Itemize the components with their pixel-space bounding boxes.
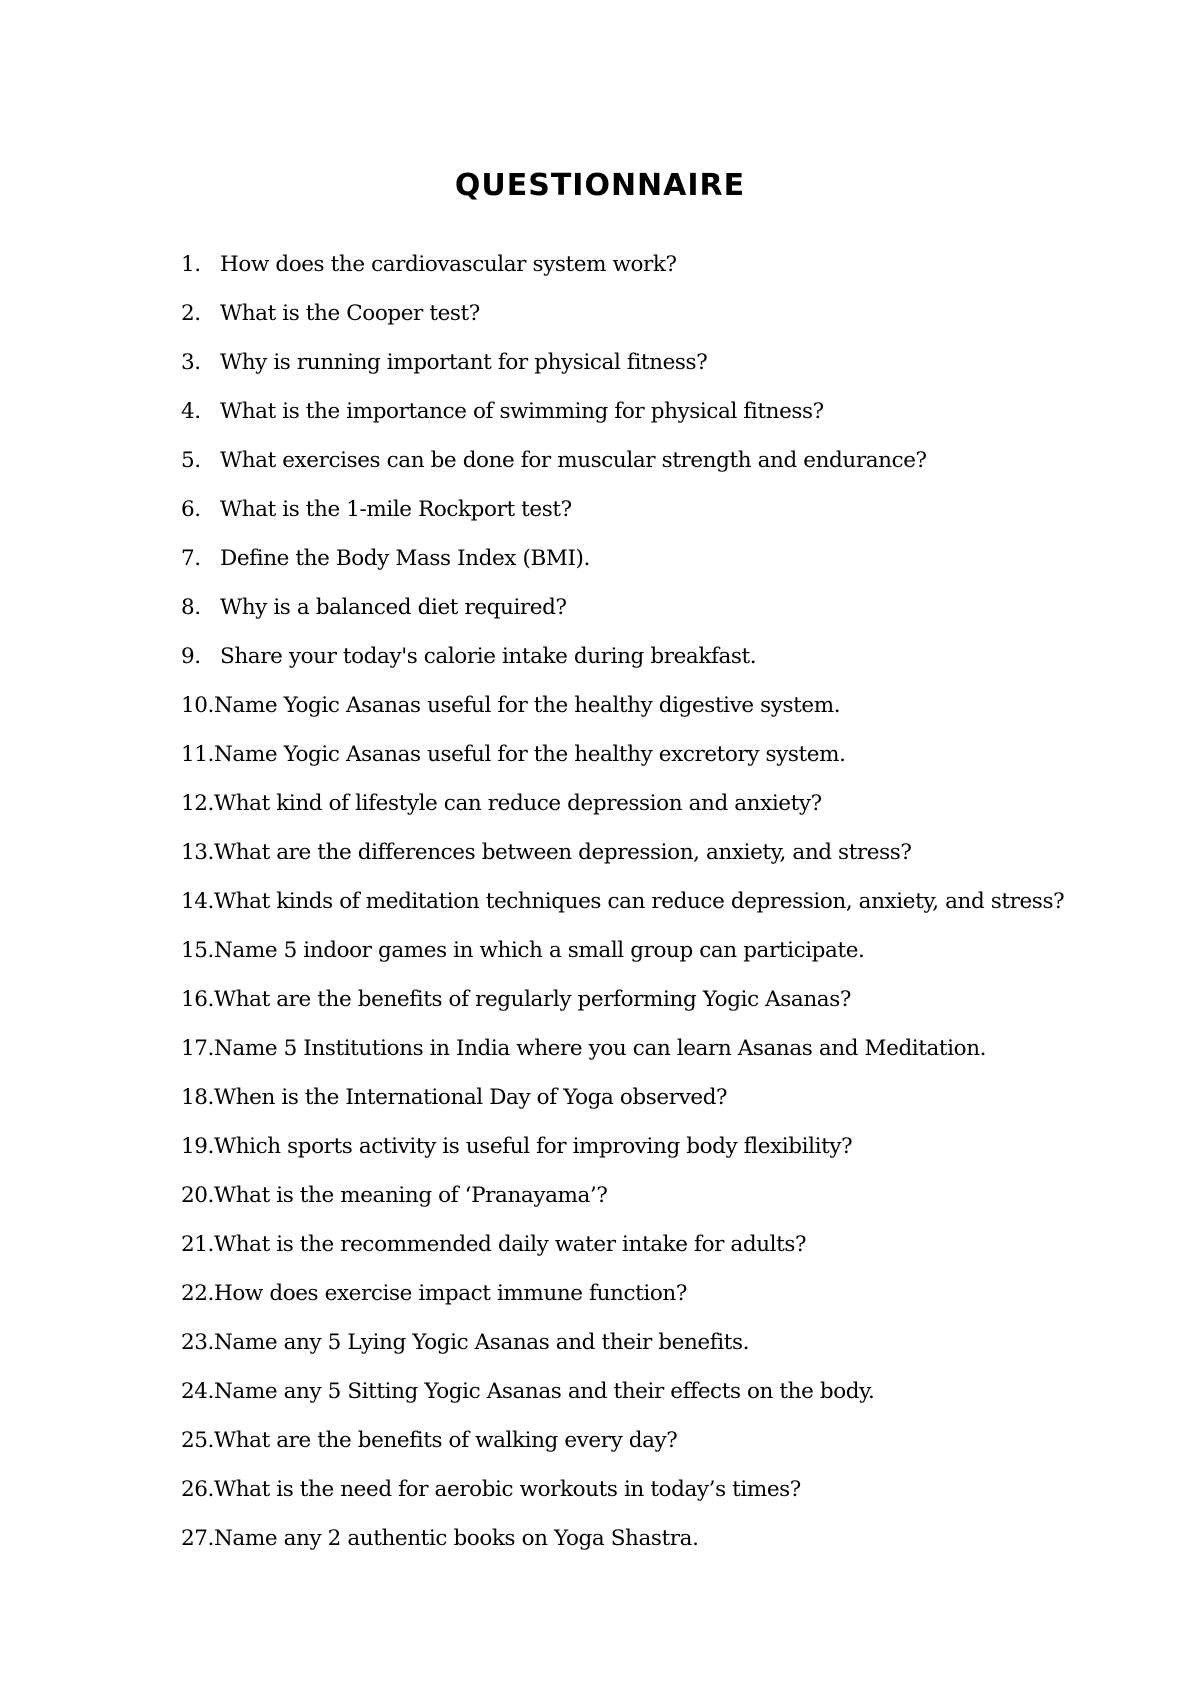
question-text: Which sports activity is useful for improving body flexibility?	[214, 1134, 853, 1159]
question-number: 1.	[181, 252, 201, 277]
question-number: 8.	[181, 595, 201, 620]
question-text: What kinds of meditation techniques can reduce depression, anxiety, and stress?	[214, 889, 1065, 914]
question-number: 27.	[181, 1526, 214, 1551]
question-text: When is the International Day of Yoga observed?	[214, 1085, 728, 1110]
question-item	[181, 691, 1181, 740]
question-number: 11.	[181, 742, 214, 767]
question-text: Why is a balanced diet required?	[220, 595, 567, 620]
question-number: 25.	[181, 1428, 214, 1453]
question-text: Name any 5 Lying Yogic Asanas and their benefits.	[214, 1330, 750, 1355]
question-list	[181, 250, 1181, 1573]
question-item	[181, 1328, 1181, 1377]
question-item	[181, 1181, 1181, 1230]
question-number: 22.	[181, 1281, 214, 1306]
question-text: Share your today's calorie intake during breakfast.	[220, 644, 757, 669]
question-text: Name 5 indoor games in which a small group can participate.	[214, 938, 865, 963]
question-number: 2.	[181, 301, 201, 326]
question-item	[181, 544, 1181, 593]
page-title: QUESTIONNAIRE	[454, 168, 746, 203]
question-number: 26.	[181, 1477, 214, 1502]
question-number: 4.	[181, 399, 201, 424]
question-item	[181, 936, 1181, 985]
question-item	[181, 789, 1181, 838]
question-text: What exercises can be done for muscular strength and endurance?	[220, 448, 927, 473]
question-item	[181, 593, 1181, 642]
question-text: Why is running important for physical fitness?	[220, 350, 708, 375]
question-text: What is the 1-mile Rockport test?	[220, 497, 572, 522]
question-text: What are the benefits of regularly performing Yogic Asanas?	[214, 987, 851, 1012]
question-item	[181, 250, 1181, 299]
question-text: Name any 5 Sitting Yogic Asanas and their effects on the body.	[214, 1379, 875, 1404]
question-number: 17.	[181, 1036, 214, 1061]
question-number: 3.	[181, 350, 201, 375]
question-text: What is the meaning of ‘Pranayama’?	[214, 1183, 608, 1208]
question-number: 18.	[181, 1085, 214, 1110]
question-number: 14.	[181, 889, 214, 914]
question-item	[181, 1377, 1181, 1426]
question-item	[181, 1524, 1181, 1573]
question-number: 19.	[181, 1134, 214, 1159]
question-item	[181, 1083, 1181, 1132]
question-number: 10.	[181, 693, 214, 718]
question-text: What are the benefits of walking every day?	[214, 1428, 678, 1453]
question-text: Define the Body Mass Index (BMI).	[220, 546, 590, 571]
question-item	[181, 348, 1181, 397]
question-text: What is the recommended daily water intake for adults?	[214, 1232, 807, 1257]
question-number: 16.	[181, 987, 214, 1012]
question-item	[181, 299, 1181, 348]
question-number: 7.	[181, 546, 201, 571]
question-number: 5.	[181, 448, 201, 473]
question-text: What is the importance of swimming for physical fitness?	[220, 399, 824, 424]
question-item	[181, 1475, 1181, 1524]
question-item	[181, 397, 1181, 446]
question-text: What is the Cooper test?	[220, 301, 480, 326]
question-number: 6.	[181, 497, 201, 522]
question-item	[181, 495, 1181, 544]
question-item	[181, 740, 1181, 789]
question-number: 9.	[181, 644, 201, 669]
question-text: Name Yogic Asanas useful for the healthy excretory system.	[214, 742, 846, 767]
question-text: What is the need for aerobic workouts in today’s times?	[214, 1477, 801, 1502]
question-text: How does the cardiovascular system work?	[220, 252, 677, 277]
question-item	[181, 1230, 1181, 1279]
question-item	[181, 1426, 1181, 1475]
question-text: What kind of lifestyle can reduce depression and anxiety?	[214, 791, 822, 816]
question-number: 12.	[181, 791, 214, 816]
question-item	[181, 1279, 1181, 1328]
question-text: Name any 2 authentic books on Yoga Shastra.	[214, 1526, 699, 1551]
question-text: What are the differences between depression, anxiety, and stress?	[214, 840, 912, 865]
question-item	[181, 642, 1181, 691]
question-number: 23.	[181, 1330, 214, 1355]
question-number: 15.	[181, 938, 214, 963]
question-text: How does exercise impact immune function?	[214, 1281, 687, 1306]
question-item	[181, 1132, 1181, 1181]
question-number: 20.	[181, 1183, 214, 1208]
question-text: Name Yogic Asanas useful for the healthy digestive system.	[214, 693, 841, 718]
question-text: Name 5 Institutions in India where you can learn Asanas and Meditation.	[214, 1036, 987, 1061]
question-number: 13.	[181, 840, 214, 865]
question-item	[181, 985, 1181, 1034]
question-number: 24.	[181, 1379, 214, 1404]
question-item	[181, 1034, 1181, 1083]
question-number: 21.	[181, 1232, 214, 1257]
question-item	[181, 446, 1181, 495]
question-item	[181, 838, 1181, 887]
question-item	[181, 887, 1181, 936]
